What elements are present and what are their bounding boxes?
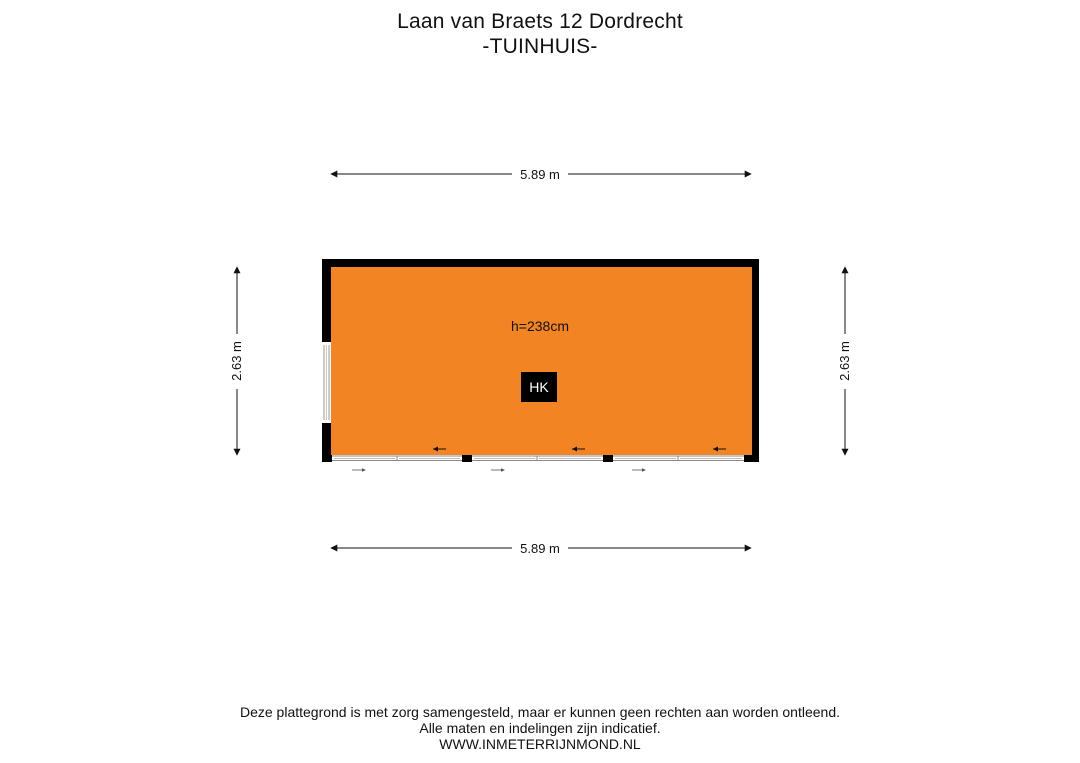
page-title: Laan van Braets 12 Dordrecht <box>397 10 683 33</box>
slide-arrow-outside-3 <box>632 468 646 471</box>
dimension-left-label: 2.63 m <box>229 341 244 381</box>
room-floor <box>331 267 752 455</box>
dimension-top-label: 5.89 m <box>520 167 560 182</box>
sliding-door-2 <box>472 455 603 462</box>
footer-indicative-note: Alle maten en indelingen zijn indicatief. <box>419 720 661 736</box>
slide-arrow-outside-2 <box>491 468 505 471</box>
sliding-door-1 <box>332 455 462 462</box>
room-label-badge <box>521 372 557 402</box>
dimension-right-label: 2.63 m <box>837 341 852 381</box>
ceiling-height-label: h=238cm <box>511 318 569 334</box>
dimension-bottom <box>331 541 751 556</box>
room-label: HK <box>529 379 549 395</box>
dimension-right <box>837 267 852 455</box>
room-title: -TUINHUIS- <box>482 35 598 58</box>
slide-arrow-outside-1 <box>352 468 366 471</box>
left-window <box>322 342 331 423</box>
footer-website: WWW.INMETERRIJNMOND.NL <box>439 736 641 752</box>
footer-disclaimer: Deze plattegrond is met zorg samengesteld, maar er kunnen geen rechten aan worden ontleend. <box>239 704 841 720</box>
dimension-bottom-label: 5.89 m <box>520 541 560 556</box>
dimension-top <box>331 167 751 182</box>
sliding-door-3 <box>613 455 744 462</box>
dimension-left <box>229 267 244 455</box>
